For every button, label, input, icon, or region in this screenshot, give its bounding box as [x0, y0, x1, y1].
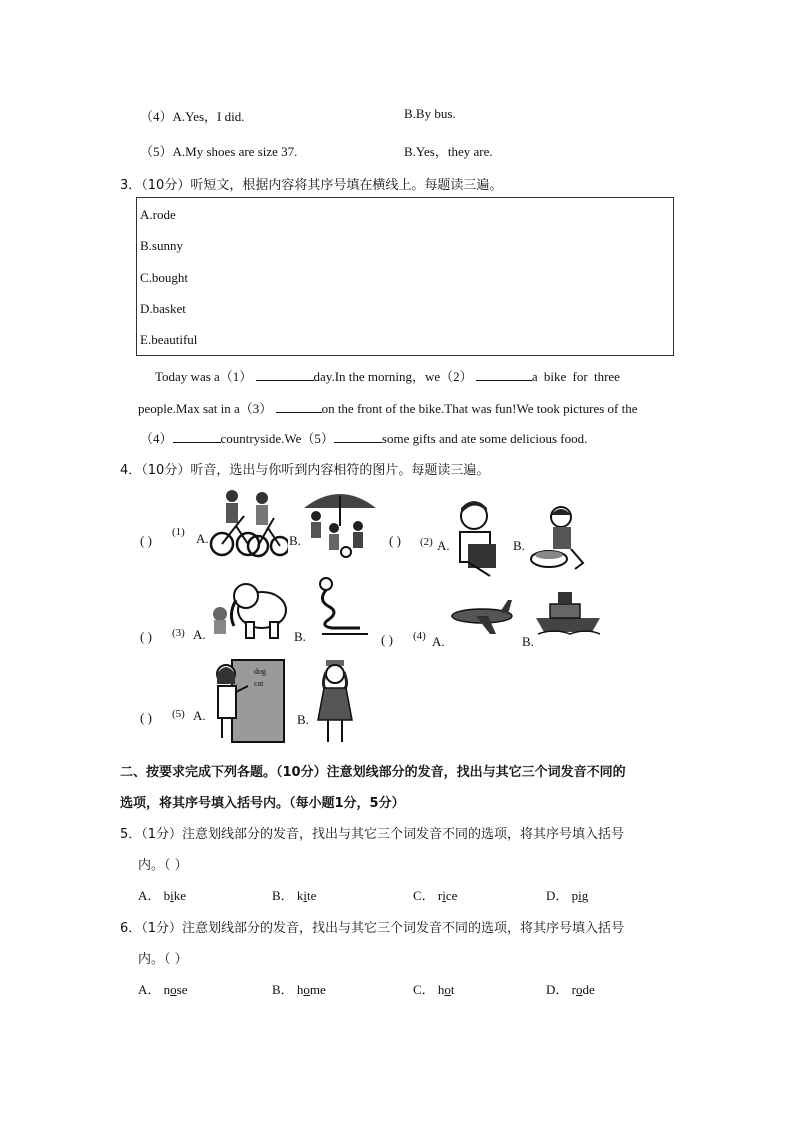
passage-line-3: [140, 428, 587, 447]
option-a-label: A.: [437, 538, 450, 553]
ship-picture: [534, 588, 602, 636]
option-b-label: B.: [297, 712, 309, 727]
q3-title: 3．（10分）听短文，根据内容将其序号填在横线上。每题读三遍。: [120, 178, 503, 193]
answer-paren-2[interactable]: ( ): [389, 533, 401, 548]
passage-text: on the front of the bike.That was fun!We took pictures of the: [321, 401, 638, 416]
option-a-label: A.: [432, 634, 445, 649]
passage-text: Today was a（1）: [155, 369, 253, 384]
passage-line-1: [155, 366, 620, 385]
option-a-label: A.: [193, 627, 206, 642]
section-2-heading-line2: 选项，将其序号填入括号内。（每小题1分，5分）: [120, 796, 405, 811]
answer-paren-3[interactable]: ( ): [140, 629, 152, 644]
answer-paren-1[interactable]: ( ): [140, 533, 152, 548]
word-bank-option: A.rode: [140, 207, 176, 222]
item-number-5: (5): [172, 708, 185, 720]
q6-stem-line2: 内。（ ）: [138, 952, 188, 967]
q5-option-d[interactable]: D． pig: [546, 888, 589, 903]
blank-5[interactable]: [334, 430, 382, 443]
q6-option-c[interactable]: C． hot: [413, 982, 455, 997]
passage-text: a bike for three: [531, 369, 620, 384]
q5-option-a[interactable]: A． bike: [138, 888, 187, 903]
q5-stem-line1: 5．（1分）注意划线部分的发音，找出与其它三个词发音不同的选项，将其序号填入括号: [120, 827, 625, 842]
q6-option-d[interactable]: D． rode: [546, 982, 595, 997]
boy-reading-book-picture: [450, 500, 502, 578]
passage-text: （4）: [140, 431, 173, 446]
q6-option-b[interactable]: B． home: [272, 982, 326, 997]
passage-line-2: [138, 398, 637, 417]
q2-row5-option-b: B.Yes，they are.: [404, 144, 493, 159]
item-number-2: (2): [420, 536, 433, 548]
nurse-picture: [316, 658, 356, 746]
q2-row4-option-b: B.By bus.: [404, 106, 456, 121]
passage-text: some gifts and ate some delicious food.: [381, 431, 588, 446]
item-number-3: (3): [172, 627, 185, 639]
word-bank-option: B.sunny: [140, 238, 183, 253]
q4-title: 4．（10分）听音，选出与你听到内容相符的图片。每题读三遍。: [120, 463, 490, 478]
word-bank-option: E.beautiful: [140, 332, 198, 347]
answer-paren-4[interactable]: ( ): [381, 632, 393, 647]
word-bank-option: C.bought: [140, 270, 189, 285]
q3-word-bank: [136, 197, 674, 356]
snake-picture: [316, 576, 370, 640]
blank-4[interactable]: [173, 430, 221, 443]
q5-option-b[interactable]: B． kite: [272, 888, 317, 903]
board-word-cat: cat: [254, 679, 264, 688]
option-b-label: B.: [289, 533, 301, 548]
passage-text: countryside.We（5）: [220, 431, 334, 446]
q5-option-c[interactable]: C． rice: [413, 888, 458, 903]
q6-stem-line1: 6．（1分）注意划线部分的发音，找出与其它三个词发音不同的选项，将其序号填入括号: [120, 921, 625, 936]
blank-3[interactable]: [276, 400, 322, 413]
kids-under-umbrella-picture: [300, 486, 378, 560]
q2-row5-option-a: （5）A.My shoes are size 37.: [140, 144, 298, 159]
teacher-at-blackboard-picture: [206, 656, 286, 744]
option-b-label: B.: [522, 634, 534, 649]
option-a-label: A.: [193, 708, 206, 723]
boy-washing-clothes-picture: [527, 505, 587, 573]
blank-2[interactable]: [476, 368, 532, 381]
q2-row4-option-a: （4）A.Yes，I did.: [140, 109, 245, 124]
kids-riding-bikes-picture: [208, 486, 288, 558]
monkey-and-elephant-picture: [206, 578, 290, 642]
word-bank-option: D.basket: [140, 301, 186, 316]
q5-stem-line2: 内。（ ）: [138, 858, 188, 873]
passage-text: people.Max sat in a（3）: [138, 401, 273, 416]
q6-option-a[interactable]: A． nose: [138, 982, 188, 997]
item-number-4: (4): [413, 630, 426, 642]
item-number-1: (1): [172, 526, 185, 538]
option-b-label: B.: [294, 629, 306, 644]
board-word-dog: dog: [254, 667, 266, 676]
airplane-picture: [450, 598, 514, 638]
answer-paren-5[interactable]: ( ): [140, 710, 152, 725]
option-a-label: A.: [196, 531, 209, 546]
passage-text: day.In the morning，we（2）: [313, 369, 473, 384]
option-b-label: B.: [513, 538, 525, 553]
blank-1[interactable]: [256, 368, 314, 381]
section-2-heading-line1: 二、按要求完成下列各题。（10分）注意划线部分的发音，找出与其它三个词发音不同的: [120, 765, 626, 780]
